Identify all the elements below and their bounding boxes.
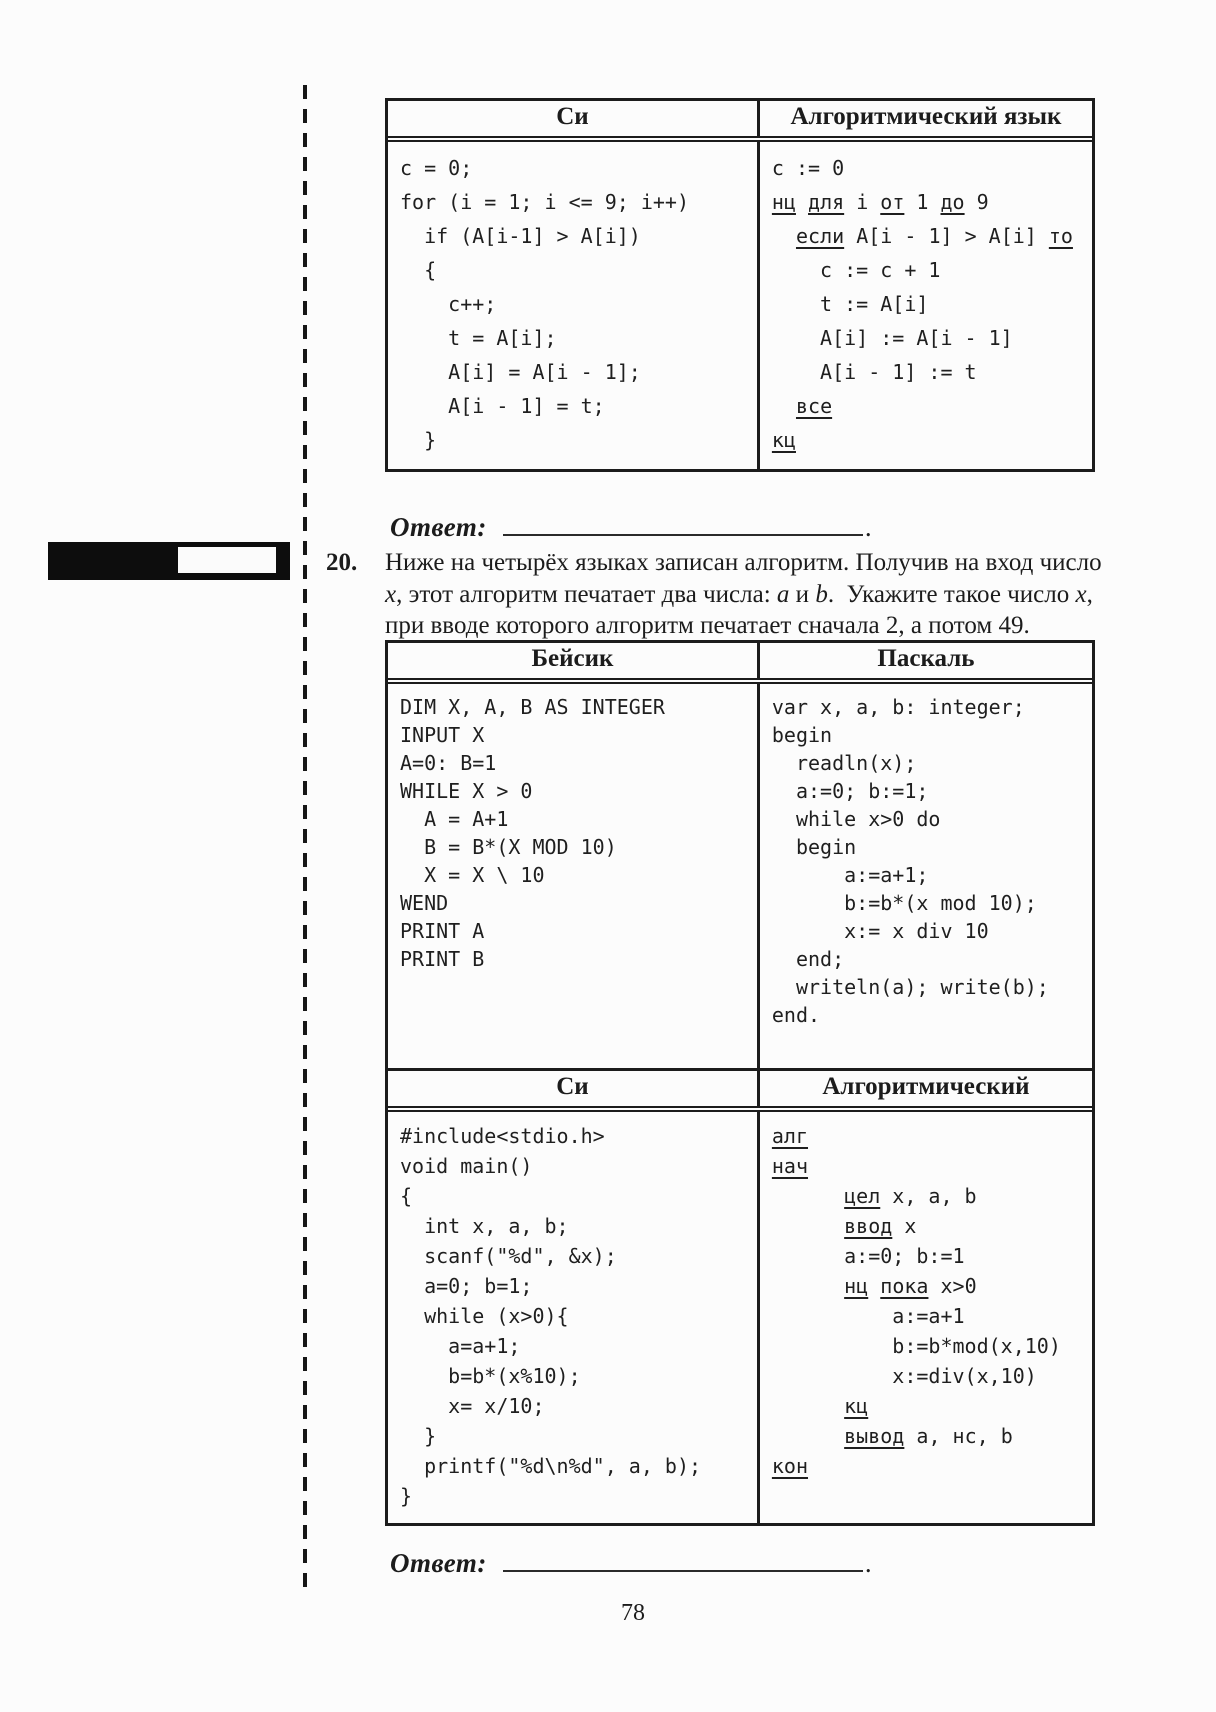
answer-period: . — [864, 1548, 872, 1578]
answer-blank-line — [503, 1566, 863, 1572]
answer-row-1 — [390, 512, 872, 542]
problem-text: Ниже на четырёх языках записан алгоритм. Получив на вход число x, этот алгоритм печатает два числа: a и b. Укажите такое число x, при вводе которого алгоритм печатает сначала 2, а потом 49. — [385, 549, 1102, 639]
problem-number: 20. — [326, 549, 358, 576]
table2-header-algo: Алгоритмический — [757, 1071, 1092, 1106]
bottom-code-table — [385, 640, 1095, 1526]
table1-header-algo: Алгоритмический язык — [757, 101, 1092, 136]
table1-c-code-cell: c = 0; for (i = 1; i <= 9; i++) if (A[i-1] > A[i]) { c++; t = A[i]; A[i] = A[i - 1]; A[i - 1] = t; } — [400, 156, 689, 452]
table2-basic-code-cell: DIM X, A, B AS INTEGER INPUT X A=0: B=1 WHILE X > 0 A = A+1 B = B*(X MOD 10) X = X \ 10 WEND PRINT A PRINT B — [400, 695, 665, 971]
page-number: 78 — [621, 1600, 645, 1626]
answer-label: Ответ: — [390, 512, 487, 542]
table2-pascal-code-cell: var x, a, b: integer; begin readln(x); a:=0; b:=1; while x>0 do begin a:=a+1; b:=b*(x mod 10); x:= x div 10 end; writeln(a); write(b); end. — [757, 684, 1092, 1068]
margin-dashed-line — [303, 85, 307, 1590]
answer-row-2 — [390, 1548, 872, 1578]
table2-c-code-cell: #include<stdio.h> void main() { int x, a, b; scanf("%d", &x); a=0; b=1; while (x>0){ a=a+1; b=b*(x%10); x= x/10; } printf("%d\n%d", a, b); } — [400, 1124, 702, 1508]
table2-header-pascal: Паскаль — [757, 643, 1092, 678]
redacted-label-bar — [48, 542, 290, 580]
answer-blank-line — [503, 530, 863, 536]
table2-header-c: Си — [556, 1073, 589, 1100]
table1-algo-code-cell: c := 0 нц для i от 1 до 9 если A[i - 1] > A[i] то c := c + 1 t := A[i] A[i] := A[i - 1] A[i - 1] := t все кц — [757, 142, 1092, 469]
label-inner-box — [178, 547, 276, 573]
table1-header-c: Си — [556, 103, 589, 130]
top-code-table — [385, 98, 1095, 472]
answer-period: . — [864, 512, 872, 542]
table2-algo-code-cell: алг нач цел x, a, b ввод x a:=0; b:=1 нц пока x>0 a:=a+1 b:=b*mod(x,10) x:=div(x,10) кц вывод a, нс, b кон — [757, 1112, 1092, 1523]
table2-header-basic: Бейсик — [531, 645, 614, 672]
answer-label: Ответ: — [390, 1548, 487, 1578]
